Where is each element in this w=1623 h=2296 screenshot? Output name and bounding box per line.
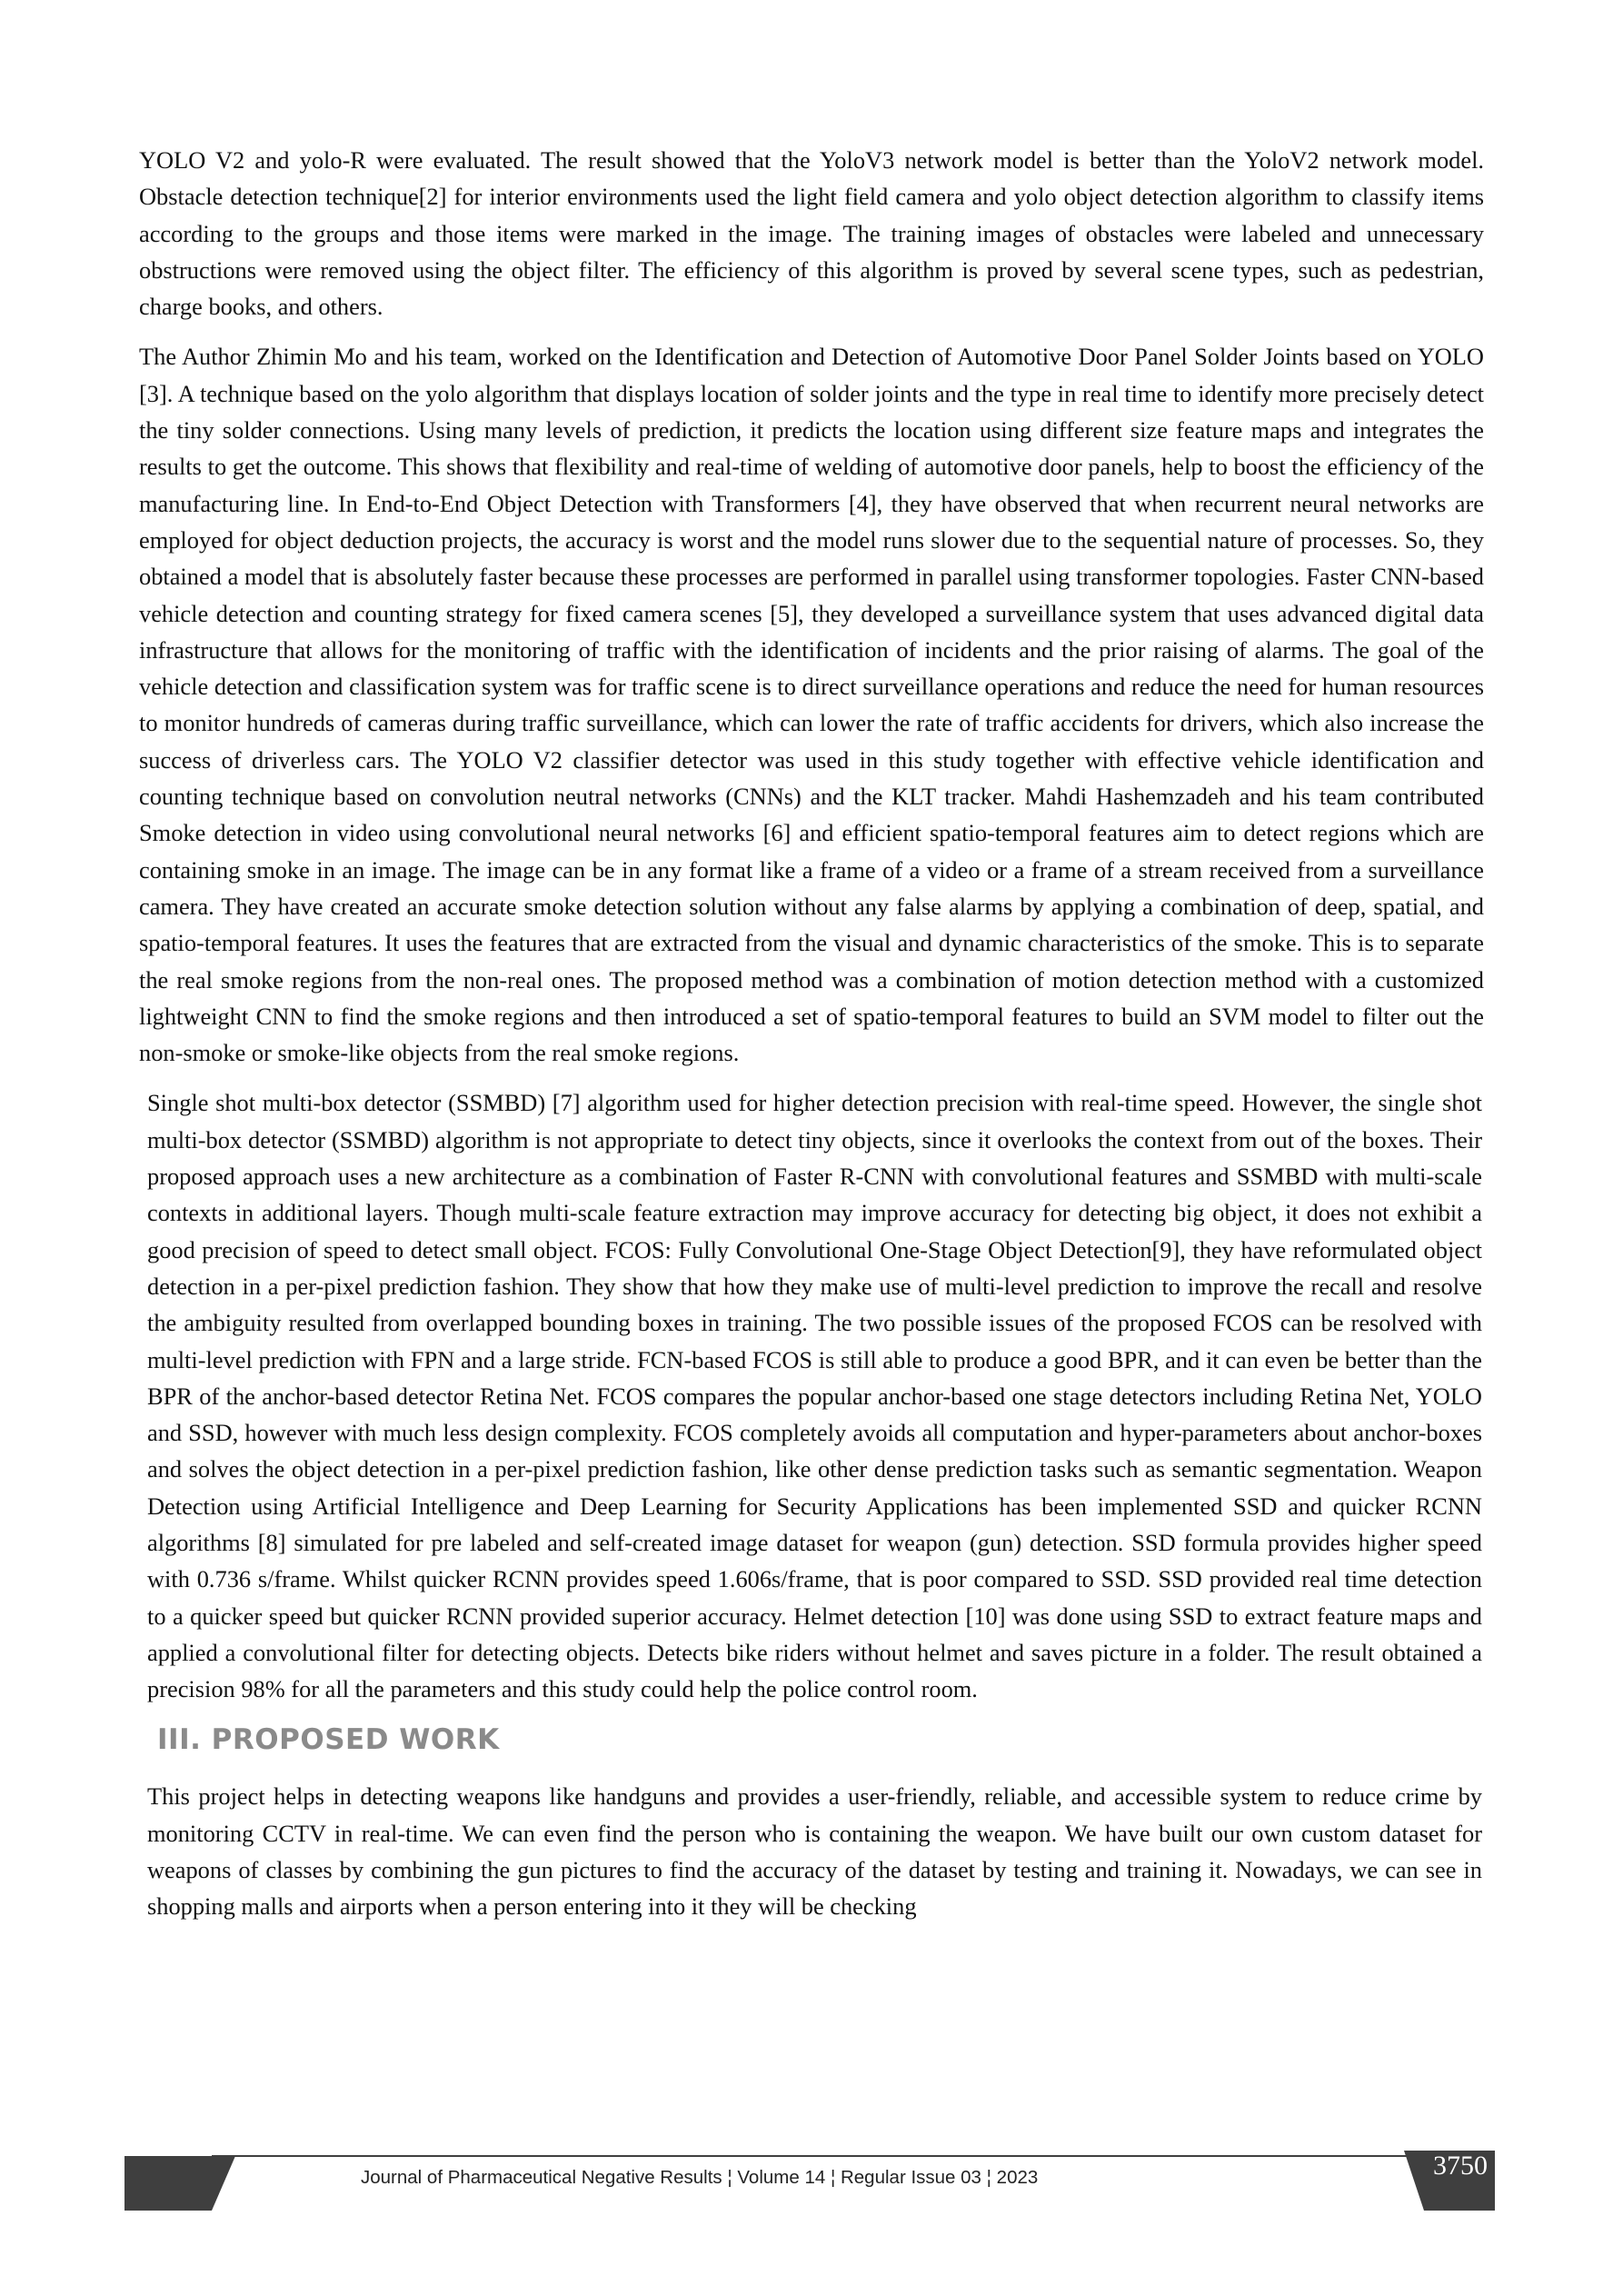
paragraph-yolo-evaluation: YOLO V2 and yolo-R were evaluated. The result showed that the YoloV3 network model is better than the YoloV2 network model. Obstacle detection technique[2] for interior environments used the light field camera and yolo object detection algorithm to classify items according to the groups and those items were marked in the image. The training images of obstacles were labeled and unnecessary obstructions were removed using the object filter. The efficiency of this algorithm is proved by several scene types, such as pedestrian, charge books, and others.	[139, 146, 1484, 321]
paragraph-related-work: The Author Zhimin Mo and his team, worked on the Identification and Detection of Automotive Door Panel Solder Joints based on YOLO [3]. A technique based on the yolo algorithm that displays location of solder joints and the type in real time to identify more precisely detect the tiny solder connections. Using many levels of prediction, it predicts the location using different size feature maps and integrates the results to get the outcome. This shows that flexibility and real-time of welding of automotive door panels, help to boost the efficiency of the manufacturing line. In End-to-End Object Detection with Transformers [4], they have observed that when recurrent neural networks are employed for object deduction projects, the accuracy is worst and the model runs slower due to the sequential nature of processes. So, they obtained a model that is absolutely faster because these processes are performed in parallel using transformer topologies. Faster CNN-based vehicle detection and counting strategy for fixed camera scenes [5], they developed a surveillance system that uses advanced digital data infrastructure that allows for the monitoring of traffic with the identification of incidents and the prior raising of alarms. The goal of the vehicle detection and classification system was for traffic scene is to direct surveillance operations and reduce the need for human resources to monitor hundreds of cameras during traffic surveillance, which can lower the rate of traffic accidents for drivers, which also increase the success of driverless cars. The YOLO V2 classifier detector was used in this study together with effective vehicle identification and counting technique based on convolution neutral networks (CNNs) and the KLT tracker. Mahdi Hashemzadeh and his team contributed Smoke detection in video using convolutional neural networks [6] and efficient spatio-temporal features aim to detect regions which are containing smoke in an image. The image can be in any format like a frame of a video or a frame of a stream received from a surveillance camera. They have created an accurate smoke detection solution without any false alarms by applying a combination of deep, spatial, and spatio-temporal features. It uses the features that are extracted from the visual and dynamic characteristics of the smoke. This is to separate the real smoke regions from the non-real ones. The proposed method was a combination of motion detection method with a customized lightweight CNN to find the smoke regions and then introduced a set of spatio-temporal features to build an SVM model to filter out the non-smoke or smoke-like objects from the real smoke regions.	[139, 343, 1484, 1067]
page-number: 3750	[1433, 2151, 1488, 2181]
paragraph-proposed-work: This project helps in detecting weapons like handguns and provides a user-friendly, reliable, and accessible system to reduce crime by monitoring CCTV in real-time. We can even find the person who is containing the weapon. We have built our own custom dataset for weapons of classes by combining the gun pictures to find the accuracy of the dataset by testing and training it. Nowadays, we can see in shopping malls and airports when a person entering into it they will be checking	[147, 1782, 1482, 1921]
page-footer	[124, 2151, 1495, 2211]
section-heading-proposed-work: III. PROPOSED WORK	[157, 1723, 500, 1757]
footer-journal-info: Journal of Pharmaceutical Negative Results ¦ Volume 14 ¦ Regular Issue 03 ¦ 2023	[361, 2167, 1039, 2188]
page-body	[139, 142, 1484, 1939]
paragraph-ssmbd-fcos: Single shot multi-box detector (SSMBD) [7] algorithm used for higher detection precision with real-time speed. However, the single shot multi-box detector (SSMBD) algorithm is not appropriate to detect tiny objects, since it overlooks the context from out of the boxes. Their proposed approach uses a new architecture as a combination of Faster R-CNN with convolutional features and SSMBD with multi-scale contexts in additional layers. Though multi-scale feature extraction may improve accuracy for detecting big object, it does not exhibit a good precision of speed to detect small object. FCOS: Fully Convolutional One-Stage Object Detection[9], they have reformulated object detection in a per-pixel prediction fashion. They show that how they make use of multi-level prediction to improve the recall and resolve the ambiguity resulted from overlapped bounding boxes in training. The two possible issues of the proposed FCOS can be resolved with multi-level prediction with FPN and a large stride. FCN-based FCOS is still able to produce a good BPR, and it can even be better than the BPR of the anchor-based detector Retina Net. FCOS compares the popular anchor-based one stage detectors including Retina Net, YOLO and SSD, however with much less design complexity. FCOS completely avoids all computation and hyper-parameters about anchor-boxes and solves the object detection in a per-pixel prediction fashion, like other dense prediction tasks such as semantic segmentation. Weapon Detection using Artificial Intelligence and Deep Learning for Security Applications has been implemented SSD and quicker RCNN algorithms [8] simulated for pre labeled and self-created image dataset for weapon (gun) detection. SSD formula provides higher speed with 0.736 s/frame. Whilst quicker RCNN provides speed 1.606s/frame, that is poor compared to SSD. SSD provided real time detection to a quicker speed but quicker RCNN provided superior accuracy. Helmet detection [10] was done using SSD to extract feature maps and applied a convolutional filter for detecting objects. Detects bike riders without helmet and saves picture in a folder. The result obtained a precision 98% for all the parameters and this study could help the police control room.	[147, 1089, 1482, 1703]
